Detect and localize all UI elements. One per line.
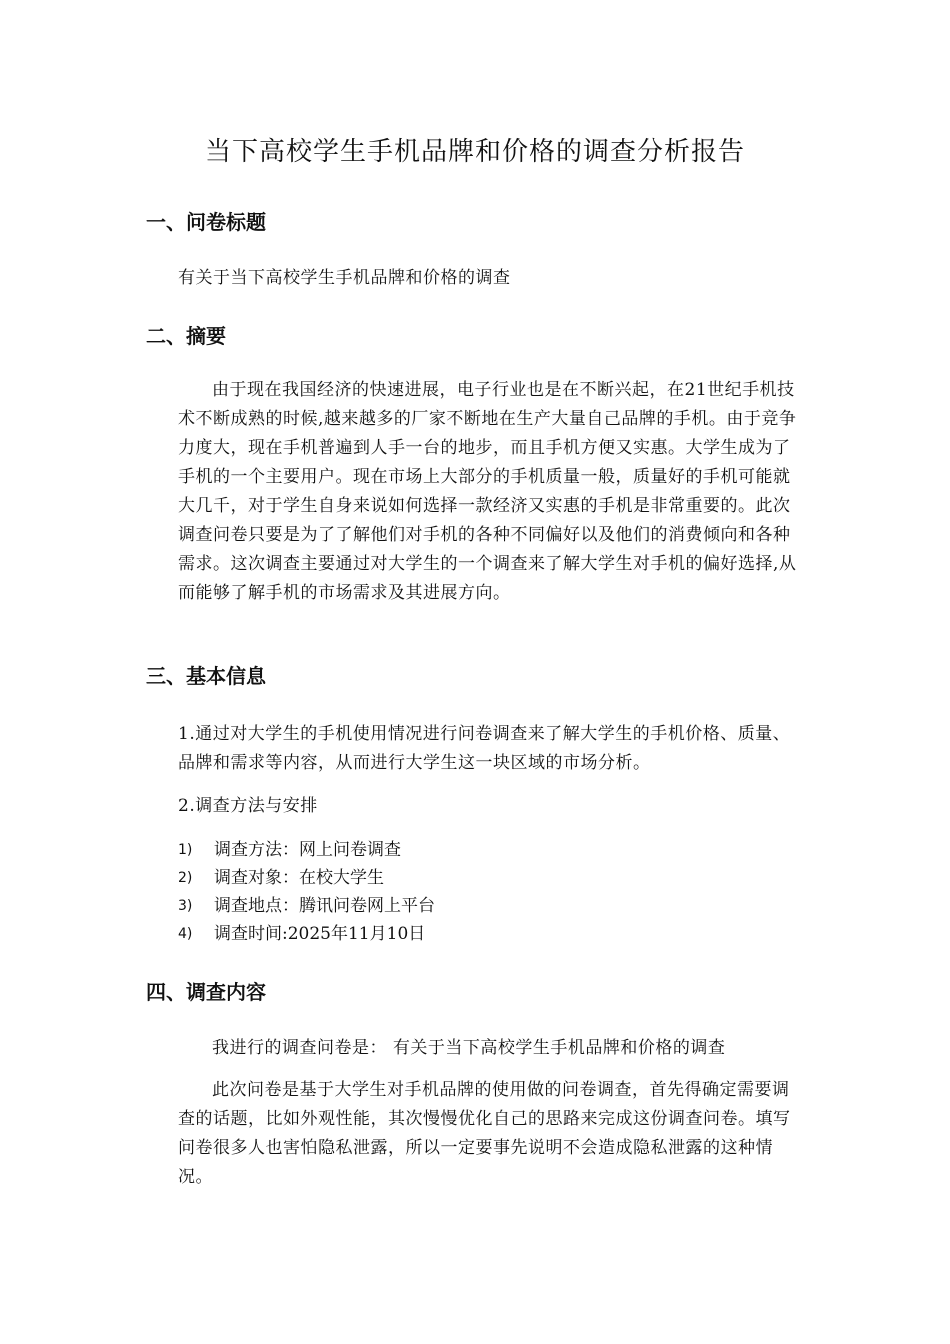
list-item-text: 调查方法：网上问卷调查 bbox=[214, 840, 401, 860]
section-heading-survey-title: 一、问卷标题 bbox=[146, 210, 266, 234]
survey-content-text-1: 我进行的调查问卷是： 有关于当下高校学生手机品牌和价格的调查 bbox=[212, 1038, 726, 1058]
list-item-text: 调查地点：腾讯问卷网上平台 bbox=[214, 896, 435, 916]
list-item-number: 1) bbox=[178, 842, 193, 858]
section-heading-survey-content: 四、调查内容 bbox=[146, 980, 266, 1004]
survey-title-text: 有关于当下高校学生手机品牌和价格的调查 bbox=[178, 268, 511, 288]
survey-arrangement-list bbox=[178, 836, 778, 948]
list-item-number: 4) bbox=[178, 926, 193, 942]
list-item-text: 调查时间:2025年11月10日 bbox=[214, 924, 426, 944]
abstract-paragraph: 由于现在我国经济的快速进展，电子行业也是在不断兴起，在21世纪手机技术不断成熟的时候,越来越多的厂家不断地在生产大量自己品牌的手机。由于竞争力度大，现在手机普遍到人手一台的地步，而且手机方便又实惠。大学生成为了手机的一个主要用户。现在市场上大部分的手机质量一般，质量好的手机可能就大几千，对于学生自身来说如何选择一款经济又实惠的手机是非常重要的。此次调查问卷只要是为了了解他们对手机的各种不同偏好以及他们的消费倾向和各种需求。这次调查主要通过对大学生的一个调查来了解大学生对手机的偏好选择,从而能够了解手机的市场需求及其进展方向。 bbox=[178, 380, 797, 603]
list-item bbox=[178, 864, 778, 892]
list-item bbox=[178, 920, 778, 948]
list-item bbox=[178, 892, 778, 920]
survey-content-text-2: 此次问卷是基于大学生对手机品牌的使用做的问卷调查，首先得确定需要调查的话题，比如外观性能，其次慢慢优化自己的思路来完成这份调查问卷。填写问卷很多人也害怕隐私泄露，所以一定要事先说明不会造成隐私泄露的这种情况。 bbox=[178, 1080, 791, 1187]
list-item-number: 2) bbox=[178, 870, 193, 886]
basic-info-item-2: 2.调查方法与安排 bbox=[178, 796, 318, 816]
basic-info-item-1: 1.通过对大学生的手机使用情况进行问卷调查来了解大学生的手机价格、质量、品牌和需求等内容，从而进行大学生这一块区域的市场分析。 bbox=[178, 724, 791, 773]
list-item-number: 3) bbox=[178, 898, 193, 914]
section-heading-basic-info: 三、基本信息 bbox=[146, 664, 266, 688]
list-item bbox=[178, 836, 778, 864]
section-heading-abstract: 二、摘要 bbox=[146, 324, 226, 348]
document-title: 当下高校学生手机品牌和价格的调查分析报告 bbox=[204, 137, 745, 167]
list-item-text: 调查对象：在校大学生 bbox=[214, 868, 384, 888]
